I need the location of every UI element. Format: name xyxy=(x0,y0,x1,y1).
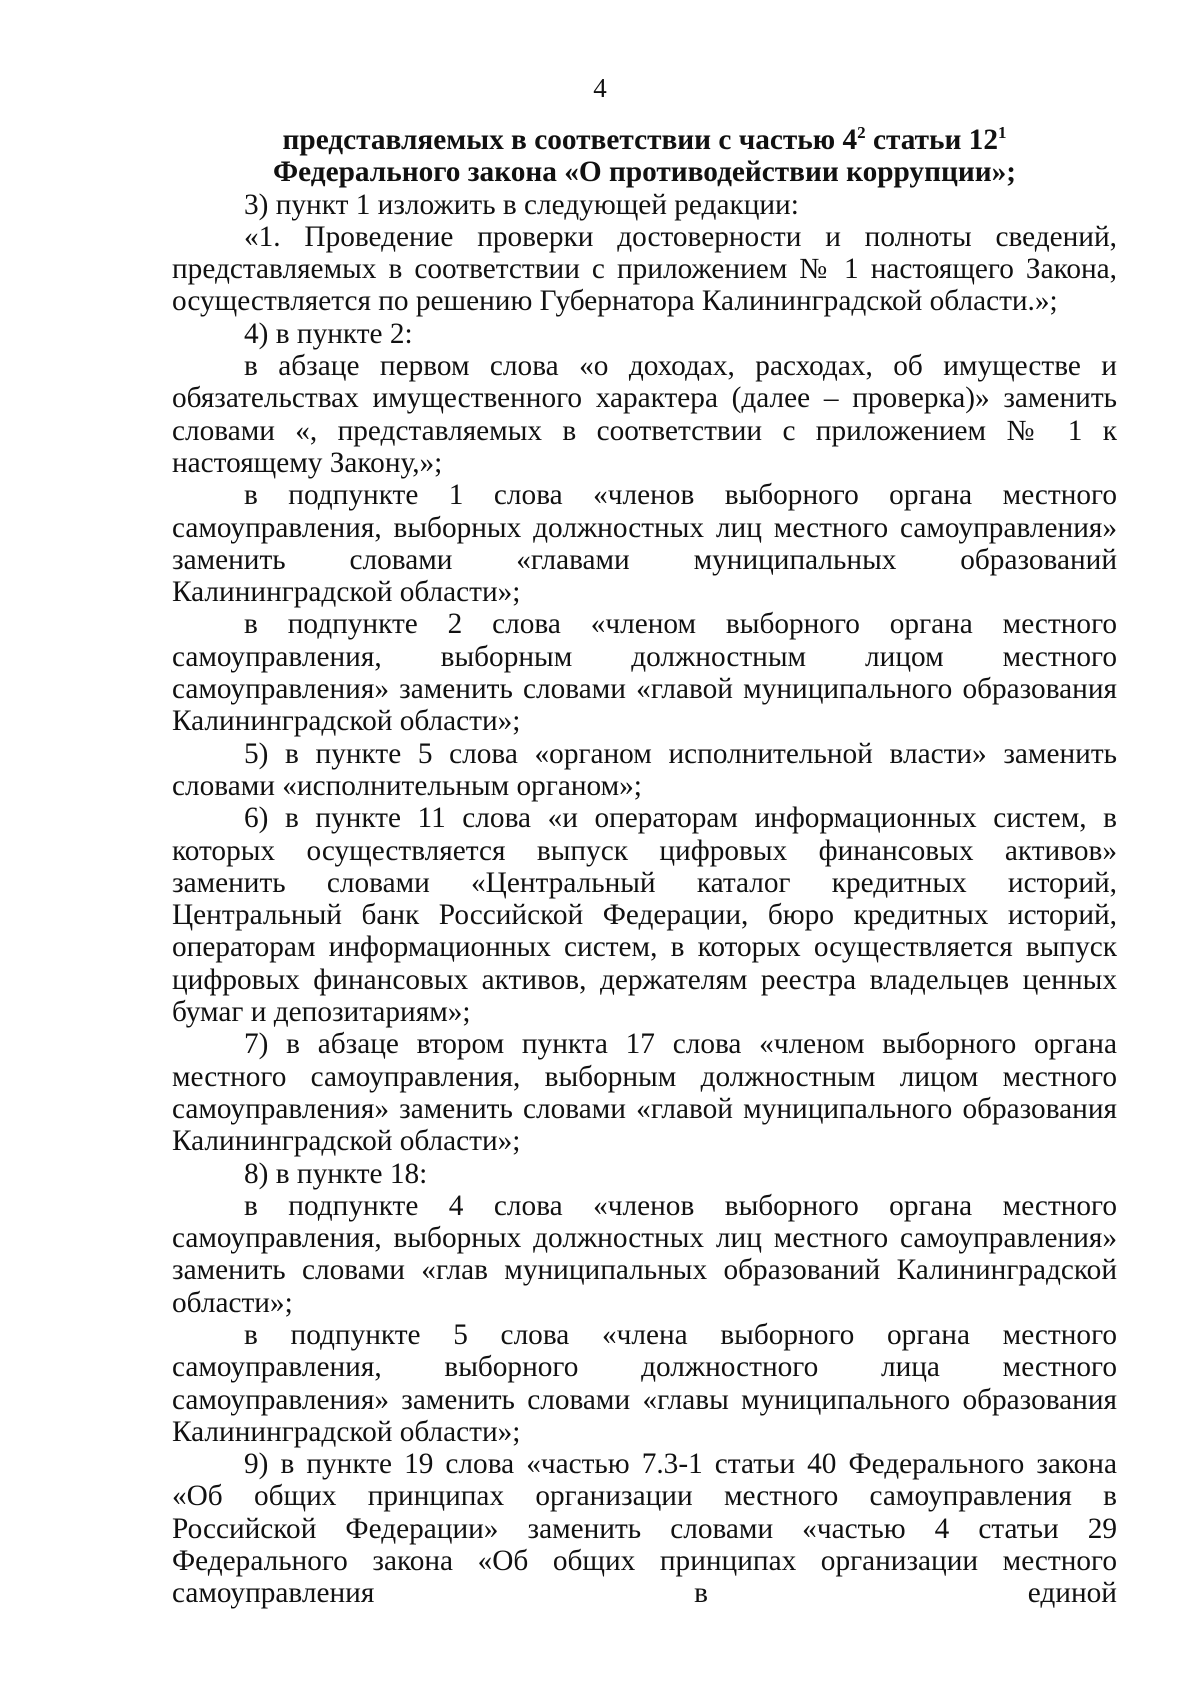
paragraph-item-7: 7) в абзаце втором пункта 17 слова «членом выборного органа местного самоуправления, выборным должностным лицом местного самоуправления» заменить словами «главой муниципального образования Калининградской области»; xyxy=(172,1028,1117,1158)
paragraph-item-9: 9) в пункте 19 слова «частью 7.3-1 статьи 40 Федерального закона «Об общих принципах организации местного самоуправления в Российской Федерации» заменить словами «частью 4 статьи 29 Федерального закона «Об общих принципах организации местного самоуправления в единой xyxy=(172,1448,1117,1610)
heading-superscript-1: 2 xyxy=(857,123,866,143)
heading-line-1 xyxy=(172,124,1117,156)
heading-superscript-2: 1 xyxy=(997,123,1007,143)
paragraph-quoted-point-1: «1. Проведение проверки достоверности и полноты сведений, представляемых в соответствии с приложением № 1 настоящего Закона, осуществляется по решению Губернатора Калининградской области.»; xyxy=(172,220,1117,318)
paragraph-item-4-first-abzac: в абзаце первом слова «о доходах, расходах, об имуществе и обязательствах имущественного характера (далее – проверка)» заменить словами «, представляемых в соответствии с приложением № 1 к настоящему Закону,»; xyxy=(172,350,1117,479)
paragraph-item-5: 5) в пункте 5 слова «органом исполнительной власти» заменить словами «исполнительным органом»; xyxy=(172,737,1117,802)
paragraph-item-8-subpoint-4: в подпункте 4 слова «членов выборного органа местного самоуправления, выборных должностных лиц местного самоуправления» заменить словами «глав муниципальных образований Калининградской области»; xyxy=(172,1189,1117,1319)
paragraph-item-4-subpoint-1: в подпункте 1 слова «членов выборного органа местного самоуправления, выборных должностных лиц местного самоуправления» заменить словами «главами муниципальных образований Калининградской области»; xyxy=(172,479,1117,609)
heading-text-part-2: статьи 12 xyxy=(865,124,998,156)
paragraph-item-8: 8) в пункте 18: xyxy=(244,1157,428,1190)
paragraph-item-3: 3) пункт 1 изложить в следующей редакции: xyxy=(244,188,799,221)
section-heading xyxy=(172,124,1117,189)
paragraph-item-4-subpoint-2: в подпункте 2 слова «членом выборного органа местного самоуправления, выборным должностным лицом местного самоуправления» заменить словами «главой муниципального образования Калининградской области»; xyxy=(172,608,1117,738)
paragraph-item-6: 6) в пункте 11 слова «и операторам информационных систем, в которых осуществляется выпуск цифровых финансовых активов» заменить словами «Центральный каталог кредитных историй, Центральный банк Российской Федерации, бюро кредитных историй, операторам информационных систем, в которых осуществляется выпуск цифровых финансовых активов, держателям реестра владельцев ценных бумаг и депозитариям»; xyxy=(172,802,1117,1029)
paragraph-item-8-subpoint-5: в подпункте 5 слова «члена выборного органа местного самоуправления, выборного должностного лица местного самоуправления» заменить словами «главы муниципального образования Калининградской области»; xyxy=(172,1318,1117,1448)
document-body xyxy=(172,124,1117,1610)
heading-text-part-1: представляемых в соответствии с частью 4 xyxy=(282,124,858,156)
paragraph-item-4: 4) в пункте 2: xyxy=(244,317,413,350)
page-number: 4 xyxy=(593,73,607,103)
heading-line-2: Федерального закона «О противодействии коррупции»; xyxy=(272,156,1017,189)
